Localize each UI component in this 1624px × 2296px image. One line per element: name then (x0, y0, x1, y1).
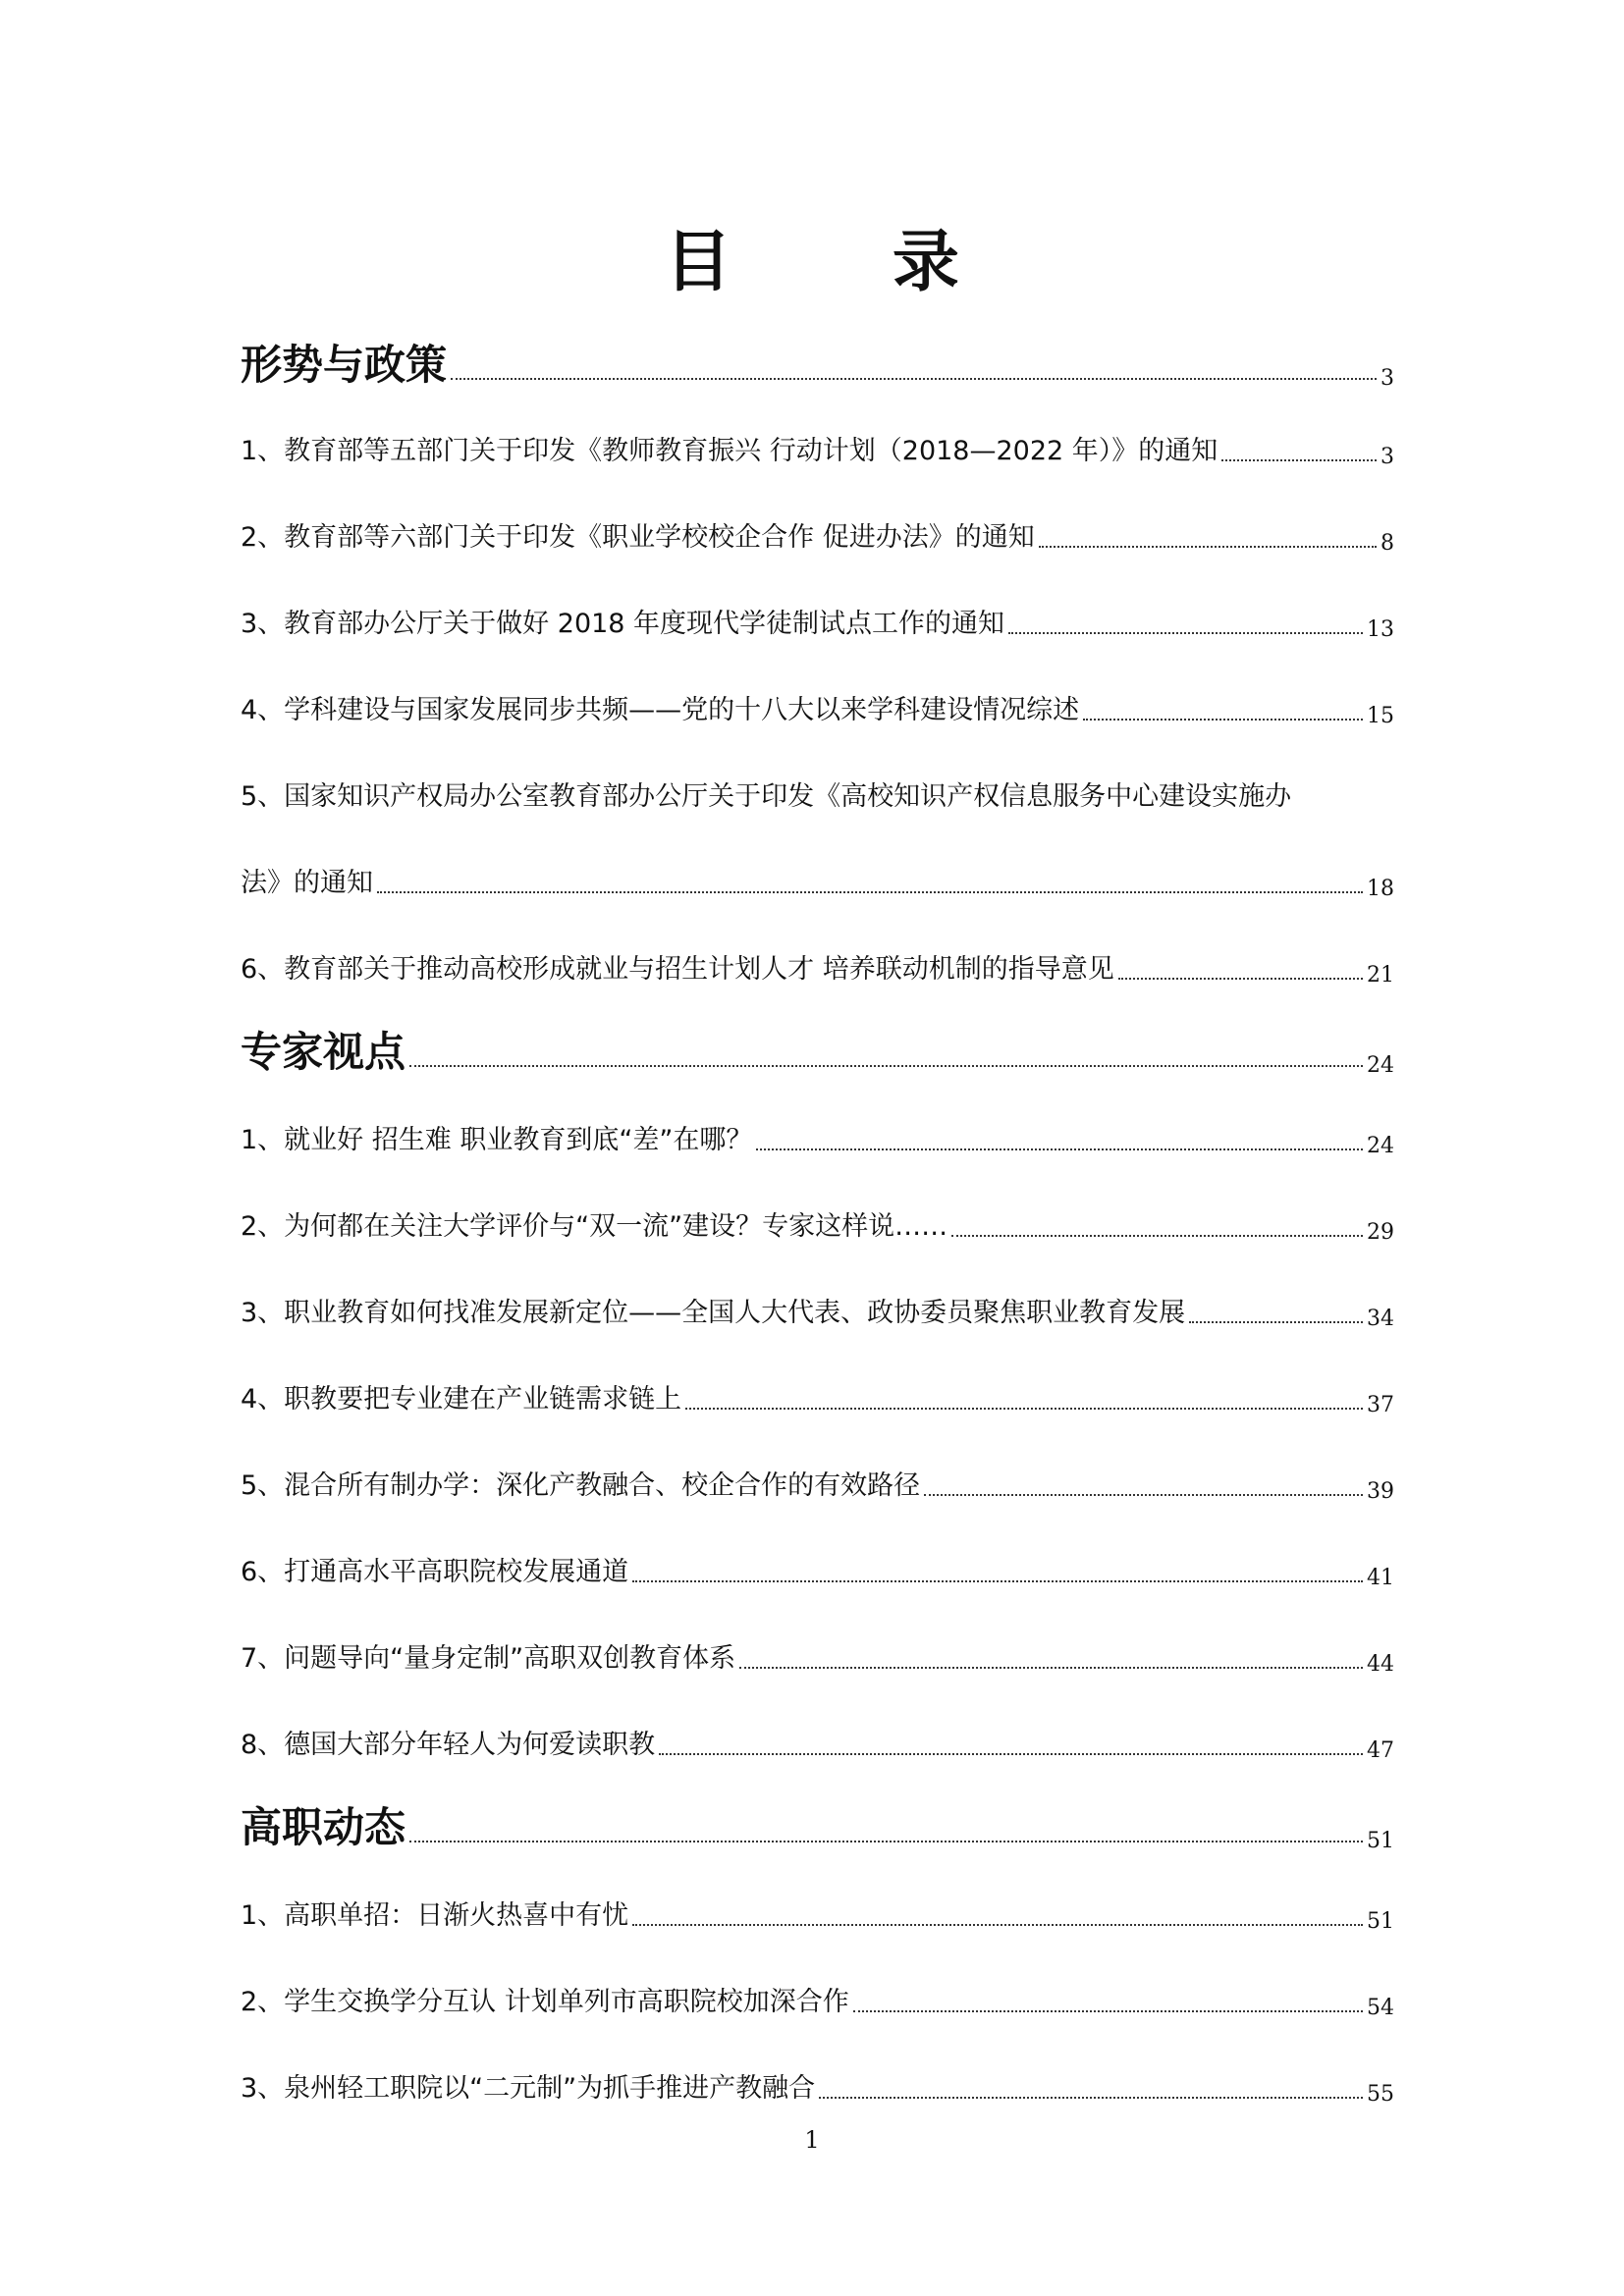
dot-leader (739, 1667, 1363, 1669)
page-number: 41 (1367, 1566, 1394, 1590)
entry-title: 5、混合所有制办学：深化产教融合、校企合作的有效路径 (241, 1470, 921, 1501)
page-number: 37 (1367, 1393, 1394, 1417)
dot-leader (451, 378, 1377, 380)
toc-entry[interactable] (241, 1728, 1394, 1763)
toc-entry[interactable] (241, 1555, 1394, 1590)
dot-leader (951, 1235, 1363, 1237)
dot-leader (1189, 1321, 1363, 1323)
dot-leader (632, 1580, 1363, 1582)
dot-leader (924, 1494, 1363, 1496)
toc-entry[interactable] (241, 1985, 1394, 2020)
page-number: 24 (1367, 1134, 1394, 1158)
toc-entry[interactable] (241, 1123, 1394, 1158)
page-number: 47 (1367, 1738, 1394, 1763)
page-number: 15 (1367, 704, 1394, 728)
toc-entry[interactable] (241, 693, 1394, 728)
entry-title: 2、教育部等六部门关于印发《职业学校校企合作 促进办法》的通知 (241, 522, 1035, 553)
page-number: 39 (1367, 1479, 1394, 1504)
page-number: 51 (1367, 1909, 1394, 1934)
page-number: 24 (1367, 1053, 1394, 1078)
dot-leader (377, 891, 1363, 893)
entry-title: 6、教育部关于推动高校形成就业与招生计划人才 培养联动机制的指导意见 (241, 954, 1114, 985)
entry-title: 2、学生交换学分互认 计划单列市高职院校加深合作 (241, 1987, 849, 2017)
dot-leader (409, 1065, 1363, 1067)
entry-title: 法》的通知 (241, 868, 373, 898)
toc-entry[interactable] (241, 434, 1394, 469)
toc-entry[interactable] (241, 607, 1394, 642)
dot-leader (1008, 632, 1363, 634)
toc-entry[interactable] (241, 866, 1394, 901)
page-number: 3 (1380, 366, 1394, 391)
dot-leader (409, 1841, 1363, 1842)
toc-entry[interactable] (241, 1296, 1394, 1331)
section-heading: 形势与政策 (241, 341, 448, 389)
toc-entry[interactable] (241, 1641, 1394, 1677)
dot-leader (632, 1924, 1363, 1926)
toc-entry[interactable] (241, 952, 1394, 988)
entry-title: 1、教育部等五部门关于印发《教师教育振兴 行动计划（2018—2022 年）》的通知 (241, 436, 1218, 466)
entry-title: 4、学科建设与国家发展同步共频——党的十八大以来学科建设情况综述 (241, 695, 1080, 725)
page-number: 44 (1367, 1652, 1394, 1677)
entry-title: 7、问题导向“量身定制”高职双创教育体系 (241, 1643, 736, 1674)
footer-page-number: 1 (804, 2126, 820, 2154)
entry-title: 3、教育部办公厅关于做好 2018 年度现代学徒制试点工作的通知 (241, 609, 1005, 639)
page-number: 34 (1367, 1307, 1394, 1331)
dot-leader (853, 2010, 1363, 2012)
entry-title: 8、德国大部分年轻人为何爱读职教 (241, 1730, 656, 1760)
toc-entry[interactable] (241, 520, 1394, 556)
page-number: 51 (1367, 1829, 1394, 1853)
dot-leader (756, 1148, 1363, 1150)
dot-leader (1221, 459, 1377, 461)
page-number: 3 (1380, 445, 1394, 469)
entry-title: 1、就业好 招生难 职业教育到底“差”在哪？ (241, 1125, 753, 1155)
toc-entry[interactable] (241, 1209, 1394, 1245)
section-heading: 专家视点 (241, 1028, 406, 1076)
toc-entry[interactable] (241, 1468, 1394, 1504)
dot-leader (1083, 719, 1363, 721)
entry-title: 4、职教要把专业建在产业链需求链上 (241, 1384, 682, 1415)
page-number: 18 (1367, 877, 1394, 901)
table-of-contents (241, 0, 1394, 2296)
toc-section-expert-views[interactable] (241, 1027, 1394, 1078)
dot-leader (1039, 546, 1377, 548)
page-number: 54 (1367, 1996, 1394, 2020)
toc-title: 目 录 (665, 224, 1028, 301)
toc-section-policy[interactable] (241, 340, 1394, 391)
toc-entry-wrapped-line[interactable]: 5、国家知识产权局办公室教育部办公厅关于印发《高校知识产权信息服务中心建设实施办 (241, 781, 1292, 812)
page-number: 55 (1367, 2082, 1394, 2107)
page-number: 13 (1367, 617, 1394, 642)
page-number: 21 (1367, 963, 1394, 988)
entry-title: 3、泉州轻工职院以“二元制”为抓手推进产教融合 (241, 2073, 816, 2104)
page-number: 8 (1380, 531, 1394, 556)
toc-section-vocational-news[interactable] (241, 1802, 1394, 1853)
entry-title: 2、为何都在关注大学评价与“双一流”建设？专家这样说…… (241, 1211, 948, 1242)
dot-leader (1118, 978, 1363, 980)
dot-leader (819, 2097, 1363, 2099)
dot-leader (659, 1753, 1363, 1755)
dot-leader (685, 1408, 1363, 1410)
toc-entry[interactable] (241, 1898, 1394, 1934)
toc-entry[interactable] (241, 1382, 1394, 1417)
page-number: 29 (1367, 1220, 1394, 1245)
entry-title: 6、打通高水平高职院校发展通道 (241, 1557, 629, 1587)
entry-title: 1、高职单招：日渐火热喜中有忧 (241, 1900, 629, 1931)
toc-entry[interactable] (241, 2071, 1394, 2107)
section-heading: 高职动态 (241, 1803, 406, 1851)
entry-title: 3、职业教育如何找准发展新定位——全国人大代表、政协委员聚焦职业教育发展 (241, 1298, 1186, 1328)
